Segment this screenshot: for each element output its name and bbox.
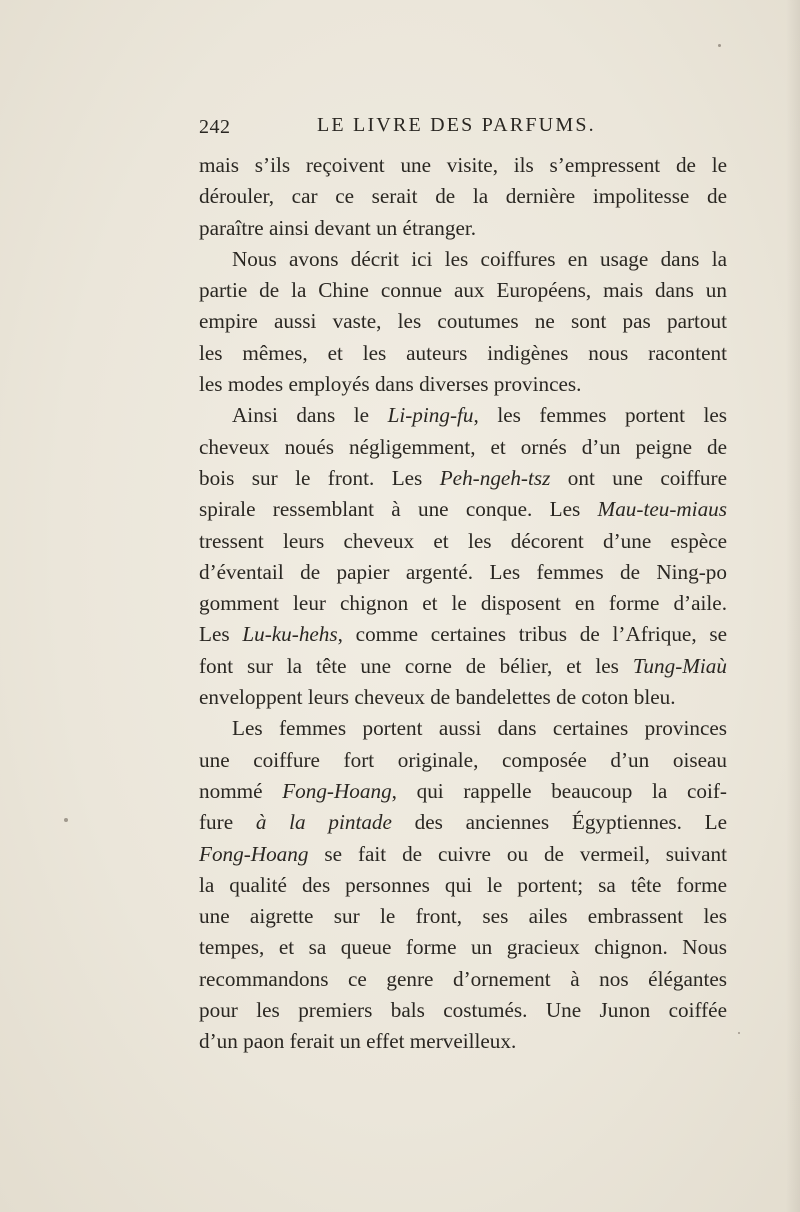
text-segment: Ainsi dans le (232, 403, 388, 428)
page-edge-shadow (786, 0, 800, 1212)
text-segment: mais s’ils reçoivent une visite, ils s’empressent de le (199, 153, 727, 177)
italic-term: Peh-ngeh-tsz (439, 465, 551, 490)
text-line (199, 338, 727, 369)
text-segment: font sur la tête une corne de bélier, et les (199, 653, 633, 678)
text-segment: cheveux noués négligemment, et ornés d’un peigne de (199, 434, 727, 459)
italic-term: Mau-teu-miaus (597, 497, 727, 522)
text-line (199, 870, 727, 901)
text-line (199, 901, 727, 932)
text-segment: une aigrette sur le front, ses ailes embrassent les (199, 904, 727, 929)
page-header (199, 114, 727, 140)
text-segment: empire aussi vaste, les coutumes ne sont pas partout (199, 309, 727, 334)
text-segment: dérouler, car ce serait de la dernière impolitesse de (199, 184, 727, 209)
text-line (199, 839, 727, 870)
text-segment: , les femmes portent les (473, 403, 728, 428)
text-line (199, 776, 727, 807)
text-line (199, 400, 727, 431)
italic-term: Fong-Hoang (199, 841, 309, 866)
text-line (199, 463, 727, 494)
text-line (199, 306, 727, 337)
text-segment: tempes, et sa queue forme un gracieux chignon. Nous (199, 935, 727, 960)
text-segment: d’éventail de papier argenté. Les femmes de Ning-po (199, 559, 727, 584)
text-segment: Les (199, 622, 243, 647)
text-segment: , comme certaines tribus de l’Afrique, se (337, 622, 728, 647)
text-segment: enveloppent leurs cheveux de bandelettes de coton bleu. (199, 685, 676, 710)
text-segment: tressent leurs cheveux et les décorent d’une espèce (199, 528, 727, 553)
text-segment: pour les premiers bals costumés. Une Junon coiffée (199, 998, 727, 1023)
text-segment: partie de la Chine connue aux Européens, mais dans un (199, 278, 727, 303)
text-segment: fure (199, 810, 256, 835)
text-line (199, 244, 727, 275)
paper-speck (738, 1032, 740, 1034)
text-line (199, 588, 727, 619)
italic-term: Lu-ku-hehs (242, 622, 338, 647)
text-line (199, 494, 727, 525)
text-segment: des anciennes Égyptiennes. Le (391, 810, 728, 835)
text-segment: recommandons ce genre d’ornement à nos élégantes (199, 966, 727, 991)
text-segment: se fait de cuivre ou de vermeil, suivant (308, 841, 727, 866)
italic-term: Li-ping-fu (387, 403, 474, 428)
text-line (199, 619, 727, 650)
text-line (199, 932, 727, 963)
text-segment: Les femmes portent aussi dans certaines provinces (232, 716, 727, 741)
text-line (199, 713, 727, 744)
text-segment: ont une coiffure (550, 465, 727, 490)
text-line (199, 682, 727, 713)
paper-speck (64, 818, 68, 822)
text-line (199, 995, 727, 1026)
text-line (199, 964, 727, 995)
text-line (199, 275, 727, 306)
text-line (199, 745, 727, 776)
text-line (199, 651, 727, 682)
text-segment: les mêmes, et les auteurs indigènes nous racontent (199, 340, 727, 365)
italic-term: Fong-Hoang (282, 778, 392, 803)
body-text (199, 150, 727, 1058)
text-line (199, 213, 727, 244)
text-line (199, 369, 727, 400)
page-number: 242 (199, 116, 231, 138)
text-segment: nommé (199, 778, 283, 803)
text-segment: d’un paon ferait un effet merveilleux. (199, 1029, 517, 1054)
text-line (199, 150, 727, 181)
running-title: LE LIVRE DES PARFUMS. (317, 114, 596, 136)
italic-term: à la pintade (255, 810, 392, 835)
text-line (199, 432, 727, 463)
text-segment: Nous avons décrit ici les coiffures en usage dans la (232, 246, 727, 271)
text-segment: gomment leur chignon et le disposent en forme d’aile. (199, 591, 727, 616)
text-segment: la qualité des personnes qui le portent; sa tête forme (199, 872, 727, 897)
text-segment: les modes employés dans diverses provinces. (199, 372, 582, 397)
text-segment: bois sur le front. Les (199, 465, 440, 490)
paper-speck (718, 44, 721, 47)
text-segment: une coiffure fort originale, composée d’un oiseau (199, 747, 727, 772)
text-line (199, 1026, 727, 1057)
text-line (199, 526, 727, 557)
text-line (199, 181, 727, 212)
text-line (199, 807, 727, 838)
text-line (199, 557, 727, 588)
text-segment: spirale ressemblant à une conque. Les (199, 497, 598, 522)
text-segment: paraître ainsi devant un étranger. (199, 215, 477, 240)
text-segment: , qui rappelle beaucoup la coif- (391, 778, 727, 803)
italic-term: Tung-Miaù (632, 653, 727, 678)
